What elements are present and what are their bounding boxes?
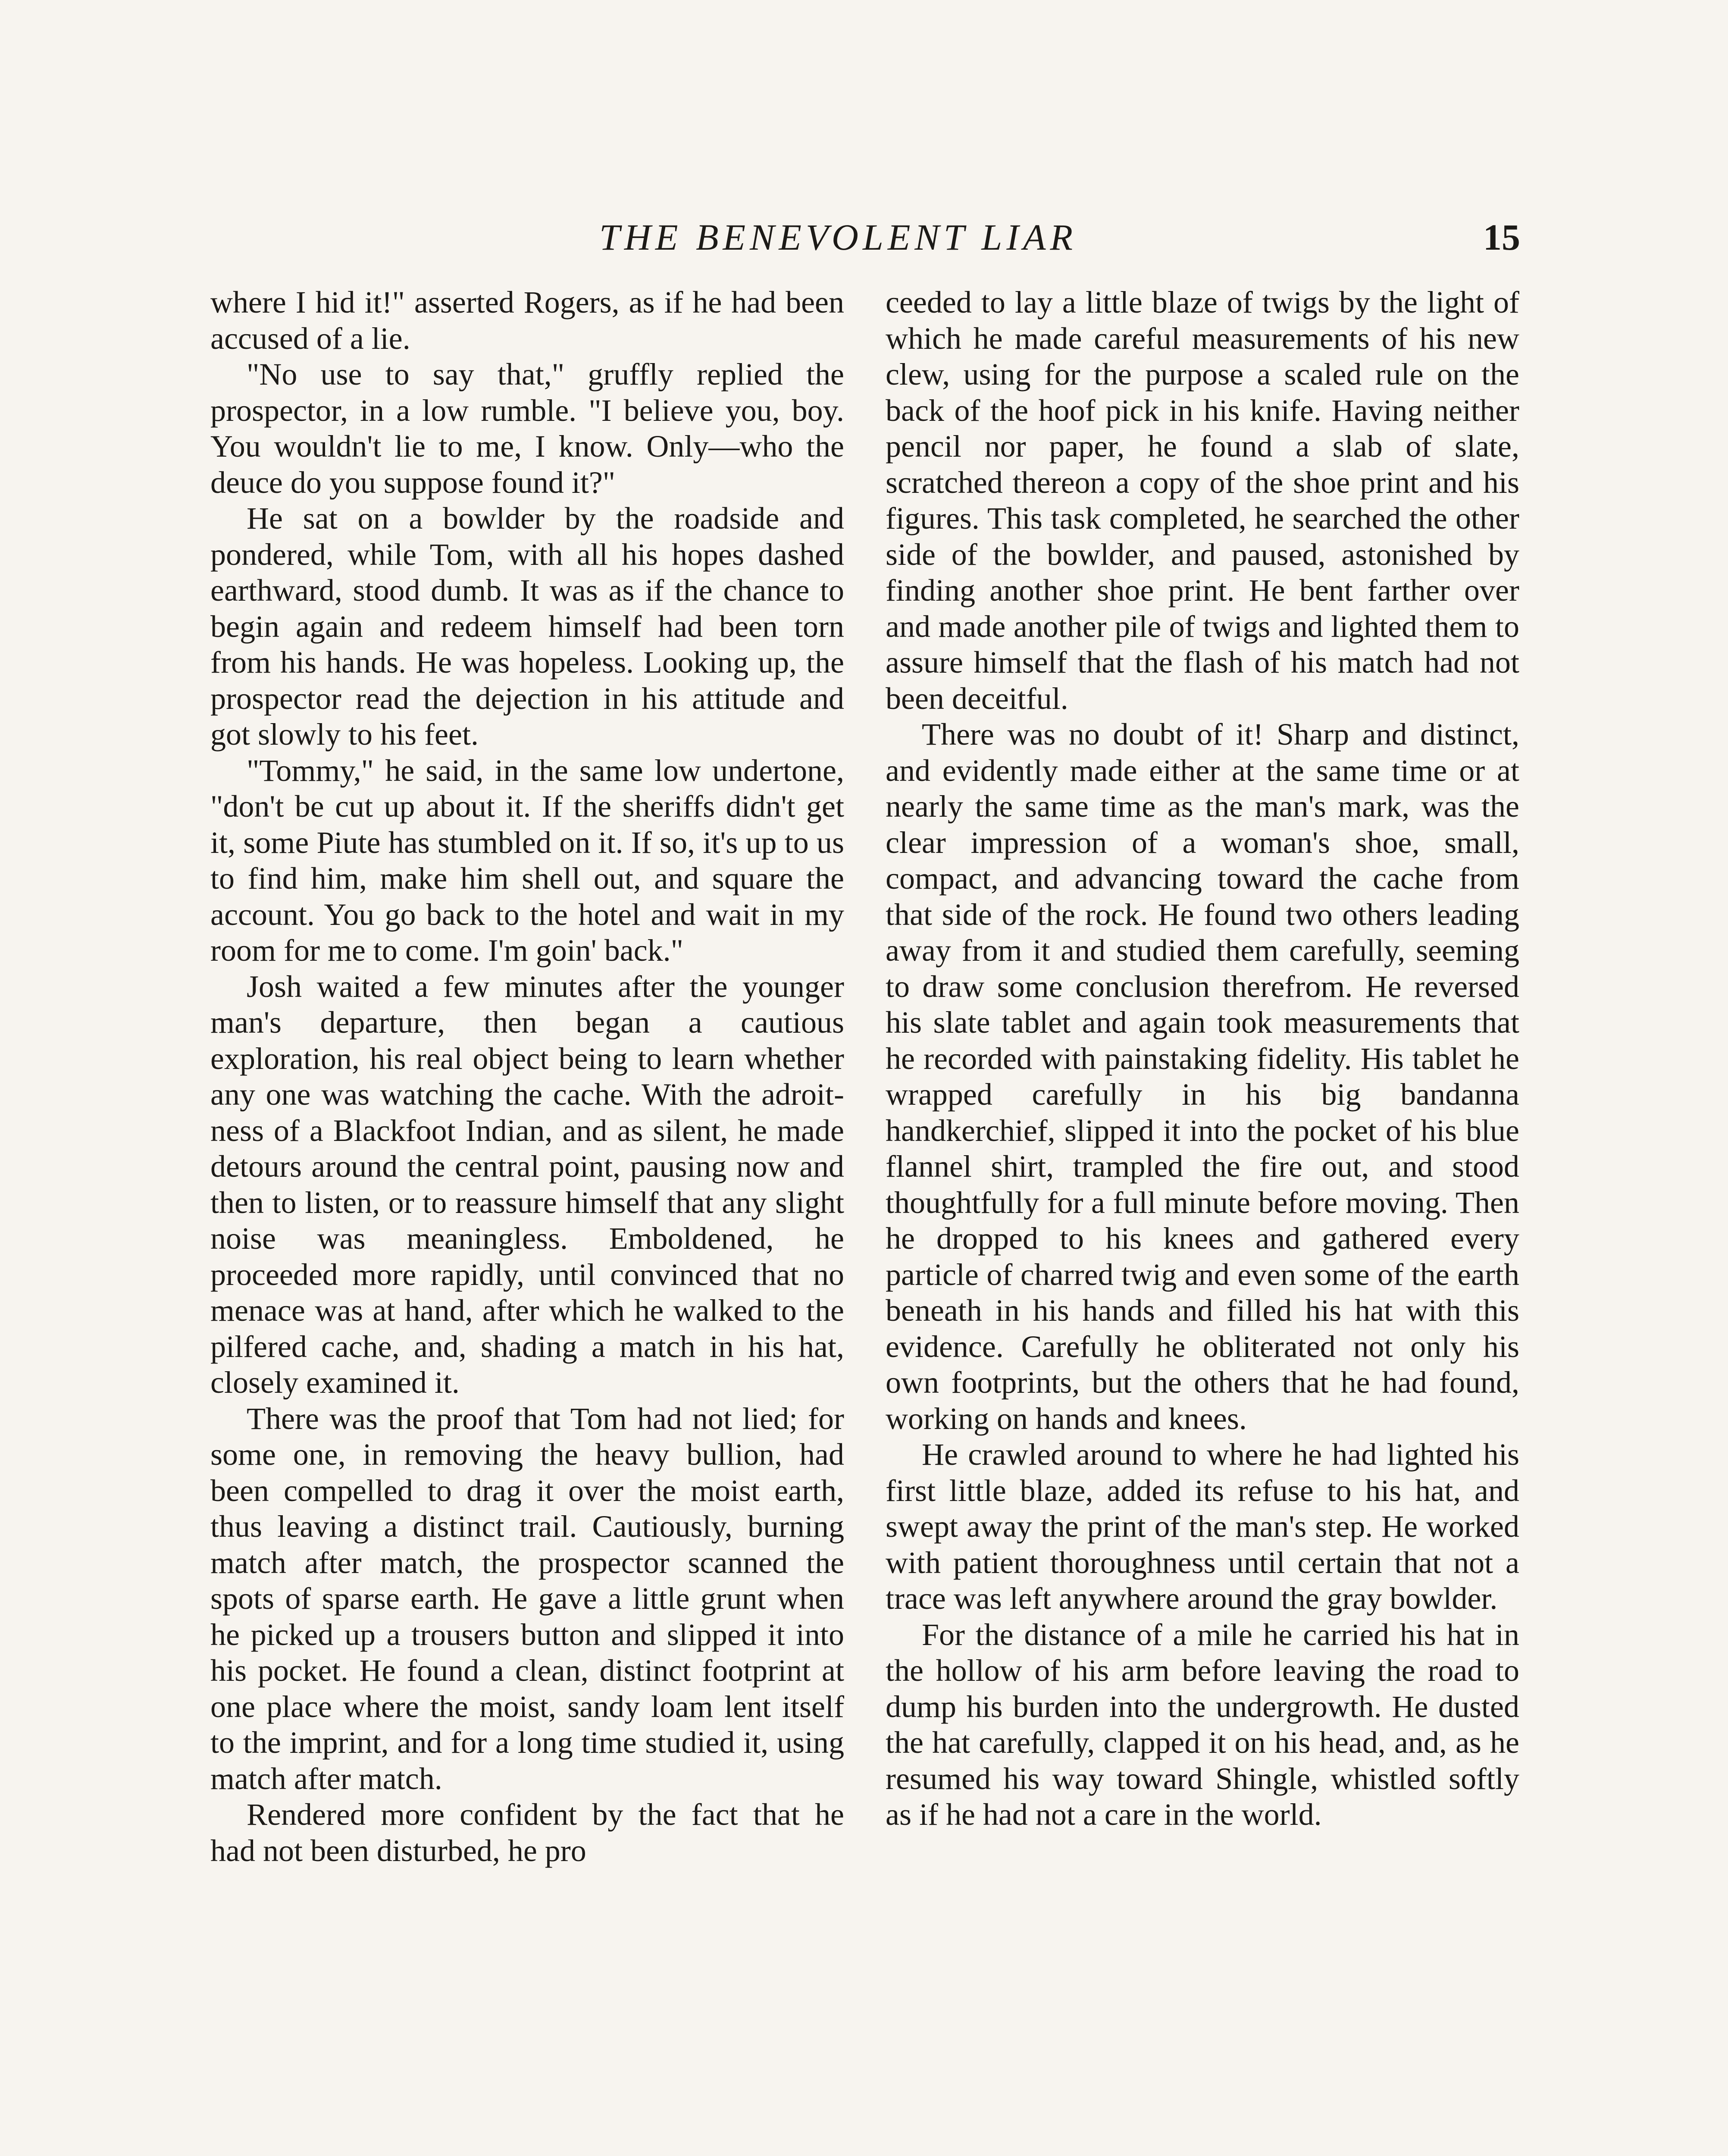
paragraph: where I hid it!" asserted Rogers, as if he had been accused of a lie. [210,285,844,356]
running-head [0,211,1728,263]
paragraph: There was the proof that Tom had not lied; for some one, in removing the heavy bullion, had been compelled to drag it over the moist earth, thus leaving a distinct trail. Cautiously, burning match after match, the prospector scanned the spots of sparse earth. He gave a little grunt when he picked up a trousers button and slipped it into his pocket. He found a clean, distinct footprint at one place where the moist, sandy loam lent itself to the imprint, and for a long time studied it, using match after match. [210,1401,844,1796]
paragraph: ceeded to lay a little blaze of twigs by the light of which he made careful measurements of his new clew, using for the purpose a scaled rule on the back of the hoof pick in his knife. Having neither pencil nor paper, he found a slab of slate, scratched thereon a copy of the shoe print and his figures. This task completed, he searched the other side of the bowlder, and paused, astonished by finding another shoe print. He bent farther over and made another pile of twigs and lighted them to assure himself that the flash of his match had not been deceitful. [886,285,1519,716]
page-number: 15 [1483,216,1520,258]
running-title: THE BENEVOLENT LIAR [599,216,1077,258]
right-column [886,285,1519,1833]
left-column [210,285,844,1869]
paragraph: "No use to say that," gruffly replied the prospector, in a low rumble. "I believe you, boy. You wouldn't lie to me, I know. Only—who the deuce do you suppose found it?" [210,357,844,500]
paragraph: Rendered more confident by the fact that he had not been disturbed, he pro [210,1797,844,1868]
paragraph: There was no doubt of it! Sharp and distinct, and evidently made either at the same time or at nearly the same time as the man's mark, was the clear impression of a woman's shoe, small, compact, and advancing toward the cache from that side of the rock. He found two others leading away from it and studied them carefully, seeming to draw some conclusion therefrom. He reversed his slate tablet and again took measurements that he recorded with painstaking fidelity. His tablet he wrapped carefully in his big bandanna handkerchief, slipped it into the pocket of his blue flannel shirt, trampled the fire out, and stood thoughtfully for a full minute before moving. Then he dropped to his knees and gathered every particle of charred twig and even some of the earth beneath in his hands and filled his hat with this evidence. Carefully he obliterated not only his own footprints, but the others that he had found, working on hands and knees. [886,717,1519,1436]
paragraph: "Tommy," he said, in the same low undertone, "don't be cut up about it. If the sheriffs didn't get it, some Piute has stumbled on it. If so, it's up to us to find him, make him shell out, and square the account. You go back to the hotel and wait in my room for me to come. I'm goin' back." [210,753,844,968]
paragraph: He sat on a bowlder by the roadside and pondered, while Tom, with all his hopes dashed earthward, stood dumb. It was as if the chance to begin again and redeem himself had been torn from his hands. He was hopeless. Looking up, the prospector read the dejection in his attitude and got slowly to his feet. [210,501,844,752]
paragraph: He crawled around to where he had lighted his first little blaze, added its refuse to his hat, and swept away the print of the man's step. He worked with patient thoroughness until certain that not a trace was left anywhere around the gray bowlder. [886,1437,1519,1616]
paragraph: For the distance of a mile he carried his hat in the hollow of his arm before leaving the road to dump his burden into the undergrowth. He dusted the hat carefully, clapped it on his head, and, as he resumed his way toward Shingle, whistled softly as if he had not a care in the world. [886,1617,1519,1832]
paragraph: Josh waited a few minutes after the younger man's departure, then began a cautious exploration, his real object being to learn whether any one was watching the cache. With the adroitness of a Blackfoot Indian, and as silent, he made detours around the central point, pausing now and then to listen, or to reassure himself that any slight noise was meaningless. Emboldened, he proceeded more rapidly, until convinced that no menace was at hand, after which he walked to the pilfered cache, and, shading a match in his hat, closely examined it. [210,969,844,1400]
